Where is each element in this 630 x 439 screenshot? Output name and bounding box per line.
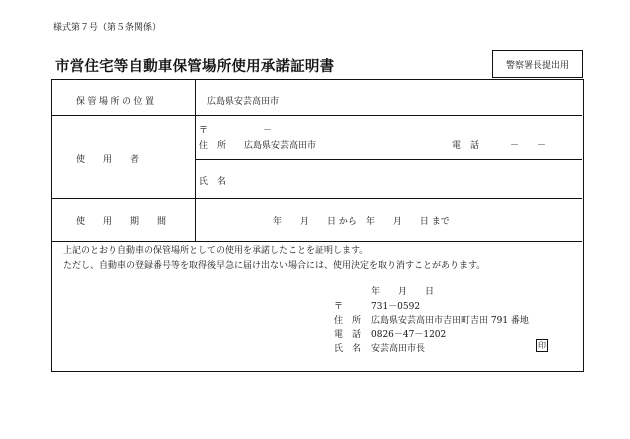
issuer-phone: 0826－47－1202 (371, 330, 447, 340)
row-divider-user (52, 198, 582, 199)
issuer-address-label: 住 所 (334, 316, 362, 326)
user-label: 使 用 者 (76, 155, 140, 165)
period-value: 年 月 日 から 年 月 日 まで (273, 217, 450, 227)
statement-line-1: 上記のとおり自動車の保管場所としての使用を承諾したことを証明します。 (63, 246, 369, 256)
document-title: 市営住宅等自動車保管場所使用承諾証明書 (55, 58, 335, 75)
seal-mark (536, 339, 548, 352)
row-divider-user-inner (195, 159, 582, 160)
seal-label: 印 (538, 341, 546, 350)
row-divider-location (52, 115, 582, 116)
user-postal-dash: － (263, 126, 273, 136)
submission-destination-box (492, 50, 583, 78)
submission-destination-label: 警察署長提出用 (505, 60, 569, 71)
row-divider-period (52, 241, 582, 242)
column-divider (195, 80, 196, 241)
issuer-phone-label: 電 話 (334, 330, 362, 340)
location-value: 広島県安芸高田市 (207, 97, 280, 107)
issuer-address: 広島県安芸高田市吉田町吉田 791 番地 (371, 316, 529, 326)
user-name-label: 氏 名 (199, 177, 227, 187)
user-postal-mark: 〒 (199, 126, 209, 136)
issuer-name-label: 氏 名 (334, 344, 362, 354)
issuer-postal-code: 731－0592 (371, 302, 421, 312)
location-label: 保管場所の位置 (76, 97, 157, 107)
user-phone-dashes: － － (510, 141, 547, 151)
issue-date: 年 月 日 (371, 287, 435, 297)
issuer-postal-mark: 〒 (334, 302, 344, 312)
user-address-value: 広島県安芸高田市 (244, 141, 317, 151)
form-number: 様式第７号（第５条関係） (53, 23, 162, 33)
user-address-label: 住 所 (199, 141, 227, 151)
user-phone-label: 電 話 (452, 141, 480, 151)
statement-line-2: ただし、自動車の登録番号等を取得後早急に届け出ない場合には、使用決定を取り消すことがあります。 (63, 261, 486, 271)
issuer-name: 安芸高田市長 (371, 344, 426, 354)
period-label: 使 用 期 間 (76, 217, 167, 227)
